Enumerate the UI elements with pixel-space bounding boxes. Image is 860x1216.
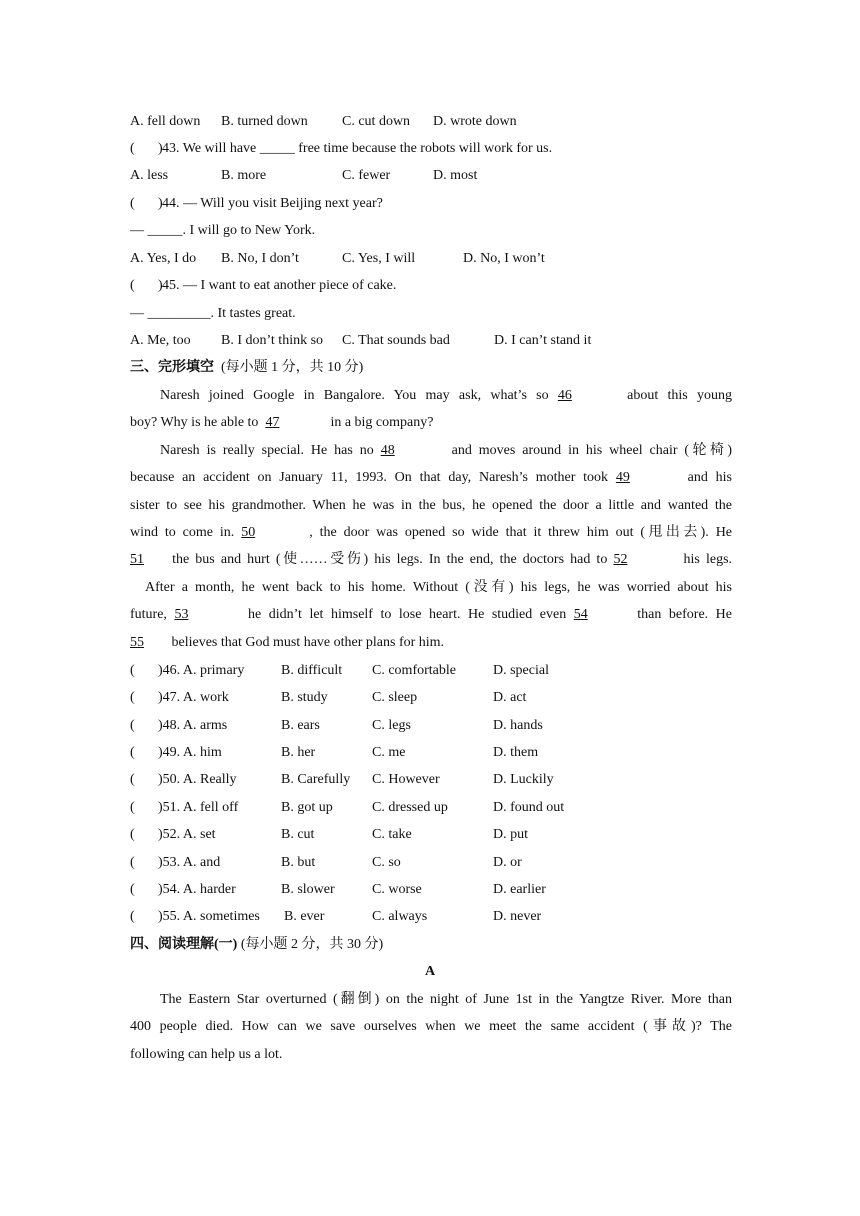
section-3-heading — [130, 358, 363, 378]
passage-line: 400 people died. How can we save ourselves when we meet the same accident (事故)? The — [130, 1019, 732, 1035]
q43-bracket-close: ) — [158, 141, 163, 156]
blank-53: 53 — [174, 607, 189, 623]
q44-question: 44. — Will you visit Beijing next year? — [162, 196, 383, 211]
q43-option-c: C. fewer — [342, 168, 391, 183]
section-4-heading — [130, 935, 383, 955]
q44-option-d: D. No, I won’t — [463, 251, 545, 266]
blank-52: 52 — [613, 552, 628, 568]
q45-reply: — _________. It tastes great. — [130, 306, 296, 321]
q45-option-c: C. That sounds bad — [342, 333, 450, 348]
q45-option-b: B. I don’t think so — [221, 333, 324, 348]
passage-line: The Eastern Star overturned (翻倒) on the night of June 1st in the Yangtze River. More than — [160, 992, 732, 1007]
section-3-title: 三、完形填空 — [130, 360, 214, 375]
reading-a-passage — [130, 990, 732, 1072]
passage-line: wind to come in. 50 , the door was opened so wide that it threw him out (甩出去). He — [130, 523, 732, 550]
cloze-passage — [130, 386, 732, 660]
section-4-note: (每小题 2 分，共 30 分) — [240, 937, 384, 952]
q43-option-b: B. more — [221, 168, 267, 183]
blank-46: 46 — [557, 388, 572, 403]
section-3-note: (每小题 1 分，共 10 分) — [221, 360, 364, 375]
blank-47: 47 — [265, 415, 280, 431]
blank-49: 49 — [615, 470, 630, 486]
q44-bracket-close: ) — [158, 196, 163, 211]
passage-line: Naresh joined Google in Bangalore. You may ask, what’s so 46 about this young — [130, 386, 732, 413]
q43-option-d: D. most — [433, 168, 478, 183]
exam-page: A. fell down B. turned down C. cut down D. wrote down ( ) 43. We will have _____ free time because the robots will work for us. A. less B. more C. fewer D. most ( ) 44. — Will you visit Beijing next year? — _____. I will go to New York. A. Yes, I do B. No, I don’t C. Yes, I will D. No, I won’t ( ) 45. — I want to eat another piece of cake. — _________. It tastes great. A. Me, too B. I don’t think so C. That sounds bad D. I can’t stand it 三、完形填空 (每小题 1 分，共 10 分) Naresh joined Google in Bangalore. You may ask, what’s so 46 about this young boy? Why is he able to 47 in a big company? Naresh is really special. He has no 48 and moves around in his wheel chair (轮椅) because an accident on January 11, 1993. On that day, Naresh’s mother took 49 and his sister to see his grandmother. When he was in the bus, he opened the door a little and wanted the wind to come in. 50 , the door was opened so wide that it threw him out (甩出去). He 51 the bus and hurt (使……受伤) his legs. In the end, the doctors had to 52 his legs. After a month, he went back to his home. Without (没有) his legs, he was worried about his future, 53 he didn’t let himself to lose heart. He studied even 54 than before. He 55 believes that God must have other plans for him. ( )46. A. primary B. difficult C. comfortable D. special ( )47. A. work B. study C. sleep D. act ( )48. A. arms B. ears C. legs D. hands ( )49. A. him B. her C. me D. them ( )50. A. Really B. Carefully C. However D. Luckily ( )51. A. fell off B. got up C. dressed up D. found out ( )52. A. set B. cut C. take D. put ( )53. A. and B. but C. so D. or ( )54. A. harder B. slower C. worse D. earlier ( )55. A. sometimes B. ever C. always D. never 四、阅读理解(一) (每小题 2 分，共 30 分) A The Eastern Star overturned (翻倒) on the night of June 1st in the Yangtze River. More than 400 people died. How can we save ourselves when we meet the same accident (事故)? The following can help us a lot. — [0, 0, 860, 1216]
q42-option-c: C. cut down — [342, 114, 411, 129]
q45-option-a: A. Me, too — [130, 333, 191, 348]
q44-option-b: B. No, I don’t — [221, 251, 299, 266]
section-4-title: 四、阅读理解(一) — [130, 937, 238, 952]
passage-line: sister to see his grandmother. When he was in the bus, he opened the door a little and wanted the — [130, 497, 732, 513]
q42-option-a: A. fell down — [130, 114, 201, 129]
passage-line: 55 believes that God must have other plans for him. — [130, 633, 732, 660]
blank-54: 54 — [573, 607, 588, 623]
q44-option-c: C. Yes, I will — [342, 251, 416, 266]
blank-51: 51 — [130, 552, 144, 568]
q42-option-d: D. wrote down — [433, 114, 517, 129]
q45-bracket-close: ) — [158, 278, 163, 293]
q44-reply: — _____. I will go to New York. — [130, 223, 316, 238]
blank-50: 50 — [241, 524, 256, 540]
q44-bracket: ( — [130, 196, 135, 211]
blank-55: 55 — [130, 634, 144, 650]
q43-question: 43. We will have _____ free time because the robots will work for us. — [162, 141, 553, 156]
passage-line: Naresh is really special. He has no 48 and moves around in his wheel chair (轮椅) — [130, 441, 732, 468]
passage-line: 51 the bus and hurt (使……受伤) his legs. In the end, the doctors had to 52 his legs. — [130, 550, 732, 577]
passage-line: following can help us a lot. — [130, 1046, 283, 1062]
reading-a-label: A — [424, 964, 436, 979]
q44-option-a: A. Yes, I do — [130, 251, 197, 266]
passage-line: After a month, he went back to his home. Without (没有) his legs, he was worried about his — [145, 579, 732, 595]
q45-option-d: D. I can’t stand it — [494, 333, 592, 348]
passage-line: because an accident on January 11, 1993. On that day, Naresh’s mother took 49 and his — [130, 468, 732, 495]
q42-option-b: B. turned down — [221, 114, 308, 129]
blank-48: 48 — [380, 442, 395, 458]
q45-question: 45. — I want to eat another piece of cake. — [162, 278, 397, 293]
passage-line: future, 53 he didn’t let himself to lose heart. He studied even 54 than before. He — [130, 605, 732, 632]
q45-bracket: ( — [130, 278, 135, 293]
passage-line: boy? Why is he able to 47 in a big company? — [130, 413, 732, 440]
q43-bracket: ( — [130, 141, 135, 156]
q43-option-a: A. less — [130, 168, 169, 183]
